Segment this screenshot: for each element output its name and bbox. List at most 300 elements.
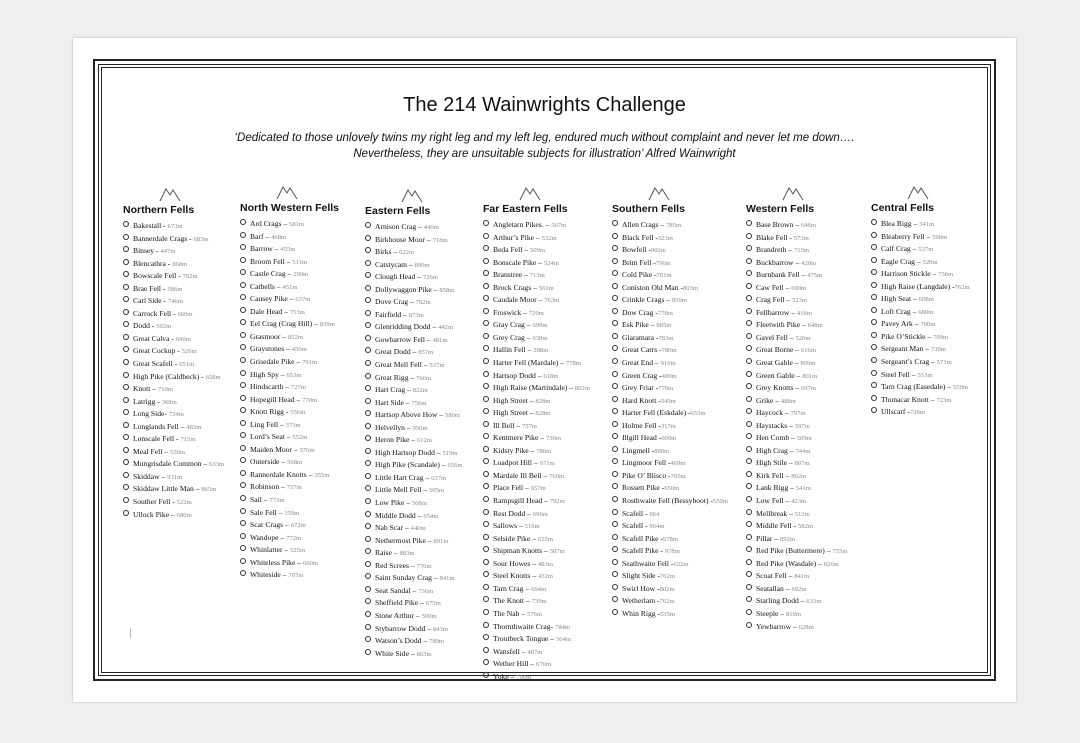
fell-separator: – — [274, 281, 283, 291]
fell-height: 670m — [536, 661, 552, 669]
fell-name: Sour Howes — [493, 558, 531, 568]
circle-bullet-icon — [365, 448, 371, 454]
fell-name: Nab Scar — [375, 523, 404, 533]
fell-separator: - — [550, 621, 556, 631]
fell-name: High Street — [493, 395, 528, 405]
circle-bullet-icon — [240, 269, 246, 275]
circle-bullet-icon — [483, 345, 489, 351]
fell-name: Loadpot Hill — [493, 458, 533, 468]
fell-separator: – — [530, 558, 538, 568]
circle-bullet-icon — [612, 446, 618, 452]
fell-height: 672m — [290, 522, 306, 530]
fell-separator: – — [786, 245, 794, 255]
fell-item — [746, 244, 847, 257]
fell-item — [612, 232, 728, 245]
fell-item — [123, 496, 224, 509]
fell-name: Scafell Pike — [622, 546, 659, 556]
fell-height: 707m — [288, 572, 304, 580]
fell-name: Clough Head — [375, 272, 416, 282]
fell-separator: – — [558, 358, 566, 368]
fell-name: The Nab — [493, 608, 520, 618]
fell-item — [123, 233, 224, 246]
fell-separator: – — [409, 435, 417, 445]
fell-item — [483, 658, 590, 671]
fell-separator: – — [536, 295, 545, 305]
fell-item — [365, 434, 463, 447]
fell-item — [746, 269, 847, 282]
fell-separator: – — [530, 533, 538, 543]
fell-separator: - — [149, 321, 157, 331]
fell-height: 633m — [209, 461, 225, 469]
fell-item — [746, 420, 847, 433]
column-title: Southern Fells — [612, 203, 685, 215]
fell-separator: – — [408, 297, 416, 307]
circle-bullet-icon — [612, 483, 618, 489]
fell-separator: – — [431, 573, 440, 583]
fell-separator: – — [929, 357, 937, 367]
fell-item — [123, 471, 224, 484]
fell-item — [746, 520, 847, 533]
fell-height: 780m — [536, 447, 552, 455]
fell-item — [365, 246, 463, 259]
fell-name: Sale Fell — [250, 507, 277, 517]
fell-height: 802m — [791, 472, 807, 480]
fell-item — [746, 495, 847, 508]
circle-bullet-icon — [240, 533, 246, 539]
fell-height: 317m — [660, 422, 676, 430]
fell-item — [612, 269, 728, 282]
fell-item — [746, 558, 847, 571]
fell-name: Steeple — [756, 608, 779, 618]
fell-name: Stybarrow Dodd — [375, 623, 426, 633]
fell-separator: – — [517, 521, 525, 531]
fell-name: Bowscale Fell — [133, 271, 177, 281]
fell-item — [365, 384, 463, 397]
fell-item — [483, 219, 590, 232]
fell-item — [746, 232, 847, 245]
fell-item — [123, 345, 224, 358]
fell-separator: – — [648, 320, 657, 330]
fell-height: 785m — [666, 222, 682, 229]
fell-height: 660m — [302, 559, 318, 567]
column-northern-fells — [123, 186, 224, 521]
fell-item — [483, 646, 590, 659]
circle-bullet-icon — [612, 258, 618, 264]
fell-separator: – — [789, 433, 797, 443]
fell-name: Stone Arthur — [375, 610, 415, 620]
fell-item — [746, 621, 847, 634]
fell-separator: – — [514, 420, 522, 430]
fell-height: 718m — [432, 236, 448, 244]
fell-separator: – — [788, 483, 796, 493]
fell-height: 637m — [295, 296, 311, 304]
fell-separator: – — [404, 422, 413, 432]
circle-bullet-icon — [365, 460, 371, 466]
fell-name: Blea Rigg — [881, 219, 912, 228]
circle-bullet-icon — [483, 647, 489, 653]
fell-item — [746, 407, 847, 420]
fell-separator: – — [283, 382, 291, 392]
fell-item — [746, 533, 847, 546]
fell-height: 516m — [524, 523, 540, 531]
fell-name: Coniston Old Man — [622, 282, 679, 292]
fell-list — [871, 218, 970, 419]
fell-item — [240, 256, 339, 269]
fell-separator: – — [524, 596, 532, 606]
fell-height: 726m — [422, 274, 438, 282]
circle-bullet-icon — [483, 546, 489, 552]
fell-list — [483, 219, 590, 683]
circle-bullet-icon — [746, 521, 752, 527]
fell-name: Gray Crag — [493, 320, 525, 330]
fell-item — [483, 382, 590, 395]
fell-height: 481m — [432, 336, 448, 344]
fell-item — [871, 281, 970, 294]
fell-name: Green Gable — [756, 370, 795, 380]
fell-separator: - — [653, 383, 659, 393]
fell-item — [365, 284, 463, 297]
fell-height: 608m — [918, 296, 934, 304]
fell-separator: – — [912, 319, 921, 329]
fell-height: 571m — [936, 359, 952, 367]
fell-height: 483m — [537, 560, 553, 568]
fell-separator: – — [945, 382, 953, 392]
circle-bullet-icon — [483, 333, 489, 339]
fell-separator: – — [404, 498, 412, 508]
fell-separator: – — [914, 256, 923, 266]
fell-item — [240, 331, 339, 344]
circle-bullet-icon — [612, 333, 618, 339]
circle-bullet-icon — [871, 232, 877, 238]
fell-separator: – — [793, 345, 801, 355]
fell-separator: - — [187, 233, 194, 243]
fell-name: Latrigg — [133, 396, 156, 406]
fell-separator: - — [655, 583, 660, 593]
fell-item — [612, 558, 728, 571]
fell-height: 671m — [539, 460, 555, 468]
fell-separator: - — [656, 433, 662, 443]
fell-item — [123, 308, 224, 321]
fell-item — [871, 306, 970, 319]
fell-name: Saint Sunday Crag — [375, 573, 432, 583]
fell-name: Dow Crag — [622, 307, 654, 317]
fell-height: 792m — [549, 498, 565, 506]
fell-name: Ard Crags — [250, 219, 282, 228]
fell-name: Great Mell Fell — [375, 360, 422, 370]
fell-item — [240, 243, 339, 256]
circle-bullet-icon — [365, 398, 371, 404]
fell-height: 700m — [920, 321, 936, 329]
fell-height: 550m — [712, 498, 728, 506]
fell-name: Whinlatter — [250, 545, 283, 555]
fell-separator: - — [666, 458, 671, 468]
fell-separator: - — [164, 409, 169, 419]
circle-bullet-icon — [365, 473, 371, 479]
circle-bullet-icon — [483, 534, 489, 540]
fell-name: Arnison Crag — [375, 222, 417, 231]
fell-separator: – — [924, 231, 933, 241]
fell-separator: – — [664, 295, 672, 305]
circle-bullet-icon — [483, 584, 489, 590]
fell-height: 892m — [780, 535, 796, 543]
fell-separator: - — [657, 345, 662, 355]
fell-height: 355m — [314, 471, 330, 479]
fell-item — [123, 220, 224, 233]
circle-bullet-icon — [123, 409, 129, 415]
fell-separator: – — [534, 232, 542, 242]
circle-bullet-icon — [365, 410, 371, 416]
circle-bullet-icon — [612, 295, 618, 301]
fell-height: 828m — [535, 410, 551, 418]
fell-item — [365, 409, 463, 422]
fell-separator: - — [174, 434, 181, 444]
fell-separator: – — [523, 483, 531, 493]
fell-item — [483, 545, 590, 558]
fell-item — [365, 234, 463, 247]
fell-separator: – — [928, 394, 937, 404]
fell-height: 910m — [660, 360, 676, 368]
fell-height: 690m — [175, 335, 191, 343]
fell-height: 612m — [416, 437, 433, 445]
fell-item — [483, 445, 590, 458]
fell-height: 658m — [205, 373, 221, 381]
fell-name: Red Pike (Buttermere) — [756, 546, 825, 556]
fell-height: 705m — [670, 472, 686, 480]
fell-height: 736m — [418, 587, 434, 595]
circle-bullet-icon — [240, 558, 246, 564]
fell-separator: - — [653, 232, 658, 242]
fell-item — [365, 585, 463, 598]
fell-separator: – — [527, 395, 536, 405]
fell-name: Lonscale Fell — [133, 434, 175, 444]
fell-item — [365, 497, 463, 510]
circle-bullet-icon — [746, 596, 752, 602]
fell-list — [365, 221, 463, 660]
fell-height: 568m — [287, 459, 303, 467]
fell-name: Dove Crag — [375, 297, 409, 307]
fell-name: Cold Pike — [622, 270, 653, 280]
fell-name: Haycock — [756, 408, 783, 418]
fell-height: 633m — [806, 598, 822, 606]
fell-name: Hopegill Head — [250, 394, 295, 404]
circle-bullet-icon — [746, 371, 752, 377]
fell-name: Slight Side — [622, 571, 656, 581]
fell-separator: – — [391, 247, 400, 257]
circle-bullet-icon — [123, 359, 129, 365]
fell-item — [483, 257, 590, 270]
fell-item — [871, 331, 970, 344]
fell-separator: – — [162, 446, 170, 456]
fell-item — [483, 583, 590, 596]
fell-separator: – — [278, 419, 286, 429]
fell-name: Holme Fell — [622, 420, 657, 430]
fell-separator: - — [659, 483, 665, 493]
fell-height: 734m — [168, 411, 184, 419]
fell-height: 622m — [399, 249, 415, 257]
circle-bullet-icon — [612, 421, 618, 427]
fell-name: Hartsop Dodd — [493, 370, 536, 380]
fell-name: Grey Friar — [622, 383, 654, 393]
fell-separator: – — [787, 458, 795, 468]
circle-bullet-icon — [612, 571, 618, 577]
fell-item — [483, 595, 590, 608]
circle-bullet-icon — [746, 534, 752, 540]
fell-name: Ling Fell — [250, 419, 279, 429]
circle-bullet-icon — [123, 284, 129, 290]
fell-height: 664m — [531, 585, 547, 593]
fell-separator: – — [280, 570, 289, 580]
fell-height: 950m — [412, 424, 428, 432]
fell-item — [612, 307, 728, 320]
fell-name: Seatallan — [756, 583, 784, 593]
fell-name: Raise — [375, 548, 392, 558]
circle-bullet-icon — [612, 559, 618, 565]
fell-item — [365, 422, 463, 435]
fell-height: 609m — [661, 435, 677, 443]
fell-height: 648m — [807, 322, 823, 330]
fell-height: 500m — [421, 612, 437, 620]
fell-item — [365, 610, 463, 623]
fell-separator: – — [431, 284, 440, 294]
circle-bullet-icon — [746, 220, 752, 226]
fell-item — [746, 432, 847, 445]
fell-separator: – — [787, 445, 796, 455]
fell-item — [123, 371, 224, 384]
fell-name: Sallows — [493, 521, 518, 531]
fell-item — [365, 334, 463, 347]
fell-separator: – — [425, 234, 433, 244]
fell-separator: – — [272, 244, 281, 254]
fell-item — [123, 433, 224, 446]
fell-item — [612, 508, 728, 521]
circle-bullet-icon — [483, 270, 489, 276]
fell-separator: – — [519, 646, 528, 656]
fell-name: Sergeant Man — [881, 344, 924, 354]
circle-bullet-icon — [123, 497, 129, 503]
fell-item — [240, 406, 339, 419]
fell-height: 730m — [930, 346, 946, 354]
fell-height: 576m — [526, 610, 542, 618]
fell-item — [612, 344, 728, 357]
circle-bullet-icon — [746, 571, 752, 577]
fell-height: 597m — [794, 422, 810, 430]
fell-item — [612, 583, 728, 596]
fell-item — [483, 495, 590, 508]
circle-bullet-icon — [240, 545, 246, 551]
fell-name: Tarn Crag (Easedale) — [881, 382, 946, 392]
fell-height: 713m — [529, 272, 545, 280]
fell-height: 469m — [670, 460, 686, 468]
fell-item — [483, 319, 590, 332]
fell-name: Little Mell Fell — [375, 485, 422, 495]
fell-item — [612, 533, 728, 546]
fell-item — [483, 357, 590, 370]
fell-separator: – — [312, 319, 320, 329]
fell-name: High Street — [493, 408, 528, 418]
fell-height: 802m — [659, 585, 675, 593]
fell-height: 715m — [180, 436, 196, 444]
fell-separator: – — [425, 623, 434, 633]
fell-item — [123, 458, 224, 471]
fell-height: 359m — [284, 509, 300, 517]
circle-bullet-icon — [612, 609, 618, 615]
fell-separator: - — [656, 420, 661, 430]
fell-separator: - — [154, 246, 161, 256]
circle-bullet-icon — [365, 385, 371, 391]
column-title: Eastern Fells — [365, 205, 431, 217]
mountain-peaks-icon — [401, 187, 423, 203]
fell-height: 807m — [794, 460, 810, 468]
fell-separator: – — [783, 496, 792, 506]
fell-item — [483, 332, 590, 345]
fell-name: Place Fell — [493, 483, 524, 493]
fell-separator: – — [193, 484, 202, 494]
fell-height: 502m — [156, 323, 172, 331]
fell-name: Heron Pike — [375, 435, 410, 445]
fell-separator: - — [165, 258, 173, 268]
fell-height: 800m — [654, 447, 670, 455]
fell-height: 773m — [269, 497, 285, 505]
fell-separator: – — [294, 394, 303, 404]
fell-separator: – — [923, 344, 931, 354]
fell-name: Starling Dodd — [756, 596, 799, 606]
fell-item — [483, 633, 590, 646]
fell-separator: - — [161, 283, 168, 293]
circle-bullet-icon — [483, 672, 489, 678]
fell-separator: – — [201, 459, 210, 469]
fell-item — [871, 293, 970, 306]
circle-bullet-icon — [612, 509, 618, 515]
circle-bullet-icon — [871, 219, 877, 225]
fell-separator: – — [282, 545, 291, 555]
fell-separator: - — [199, 371, 206, 381]
fell-item — [483, 370, 590, 383]
fell-name: Great Dodd — [375, 347, 411, 357]
fell-height: 828m — [535, 397, 551, 405]
mountain-peaks-icon — [648, 185, 670, 201]
fell-name: High Pike (Caldbeck) — [133, 371, 200, 381]
fell-name: Brim Fell — [622, 257, 652, 267]
fell-item — [871, 343, 970, 356]
fell-item — [240, 557, 339, 570]
fell-item — [746, 382, 847, 395]
fell-separator: - — [172, 359, 180, 369]
fell-item — [365, 623, 463, 636]
fell-separator: – — [414, 610, 422, 620]
fell-item — [240, 231, 339, 244]
fell-name: Rest Dodd — [493, 508, 526, 518]
circle-bullet-icon — [365, 624, 371, 630]
fell-height: 488m — [780, 397, 796, 405]
fell-item — [365, 510, 463, 523]
fell-separator: – — [773, 395, 781, 405]
fell-name: Middle Dodd — [375, 510, 416, 520]
mountain-peaks-icon — [159, 186, 181, 202]
circle-bullet-icon — [612, 521, 618, 527]
fell-name: Hart Side — [375, 397, 404, 407]
fell-item — [483, 269, 590, 282]
circle-bullet-icon — [240, 520, 246, 526]
fell-name: Great Calva — [133, 333, 170, 343]
circle-bullet-icon — [123, 484, 129, 490]
fell-separator: – — [408, 560, 417, 570]
fell-separator: - — [170, 497, 177, 507]
circle-bullet-icon — [612, 496, 618, 502]
fell-name: Wandope — [250, 532, 279, 542]
fell-item — [871, 394, 970, 407]
fell-separator: – — [911, 219, 920, 228]
fell-name: Pike O’Stickle — [881, 331, 926, 341]
